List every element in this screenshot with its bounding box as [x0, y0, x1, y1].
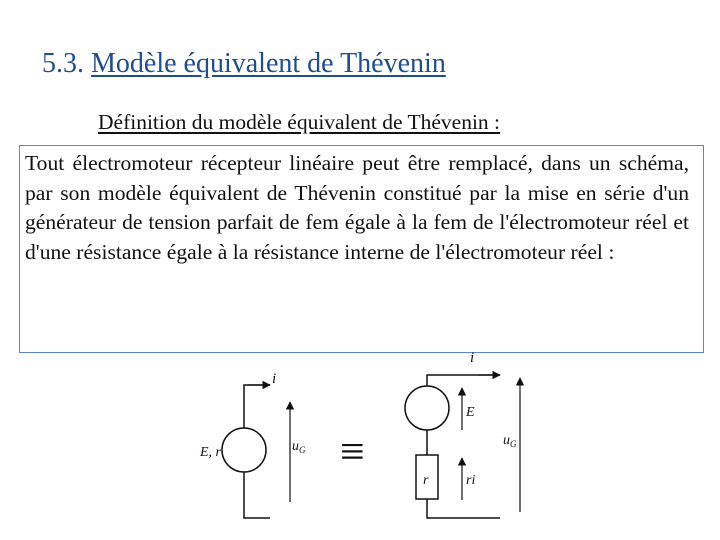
section-number: 5.3.	[42, 48, 84, 79]
right-current-label: i	[470, 350, 475, 366]
left-voltage-label: $u_G$	[292, 439, 306, 455]
equivalence-symbol: ≡	[340, 427, 365, 476]
left-source-label: E, r	[200, 445, 221, 460]
right-emf-label: E	[466, 405, 475, 420]
right-resistor-label: r	[423, 473, 429, 488]
left-current-label: i	[272, 371, 277, 387]
section-title: Modèle équivalent de Thévenin	[91, 48, 446, 79]
definition-body: Tout électromoteur récepteur linéaire peut être remplacé, dans un schéma, par son modèle équivalent de Thévenin constitué par la mise en série d'un générateur de tension parfait de fem égale à la fem de l'électromoteur réel et d'une résistance égale à la résistance interne de l'électromoteur réel :	[25, 151, 689, 264]
definition-heading: Définition du modèle équivalent de Thévenin :	[98, 110, 501, 134]
right-resistor-voltage-label: ri	[466, 473, 476, 488]
left-source-symbol	[222, 428, 266, 472]
right-voltage-label: $u_G$	[503, 433, 517, 449]
right-circuit	[405, 350, 520, 518]
left-circuit	[199, 371, 306, 518]
right-voltage-source-symbol	[405, 386, 449, 430]
